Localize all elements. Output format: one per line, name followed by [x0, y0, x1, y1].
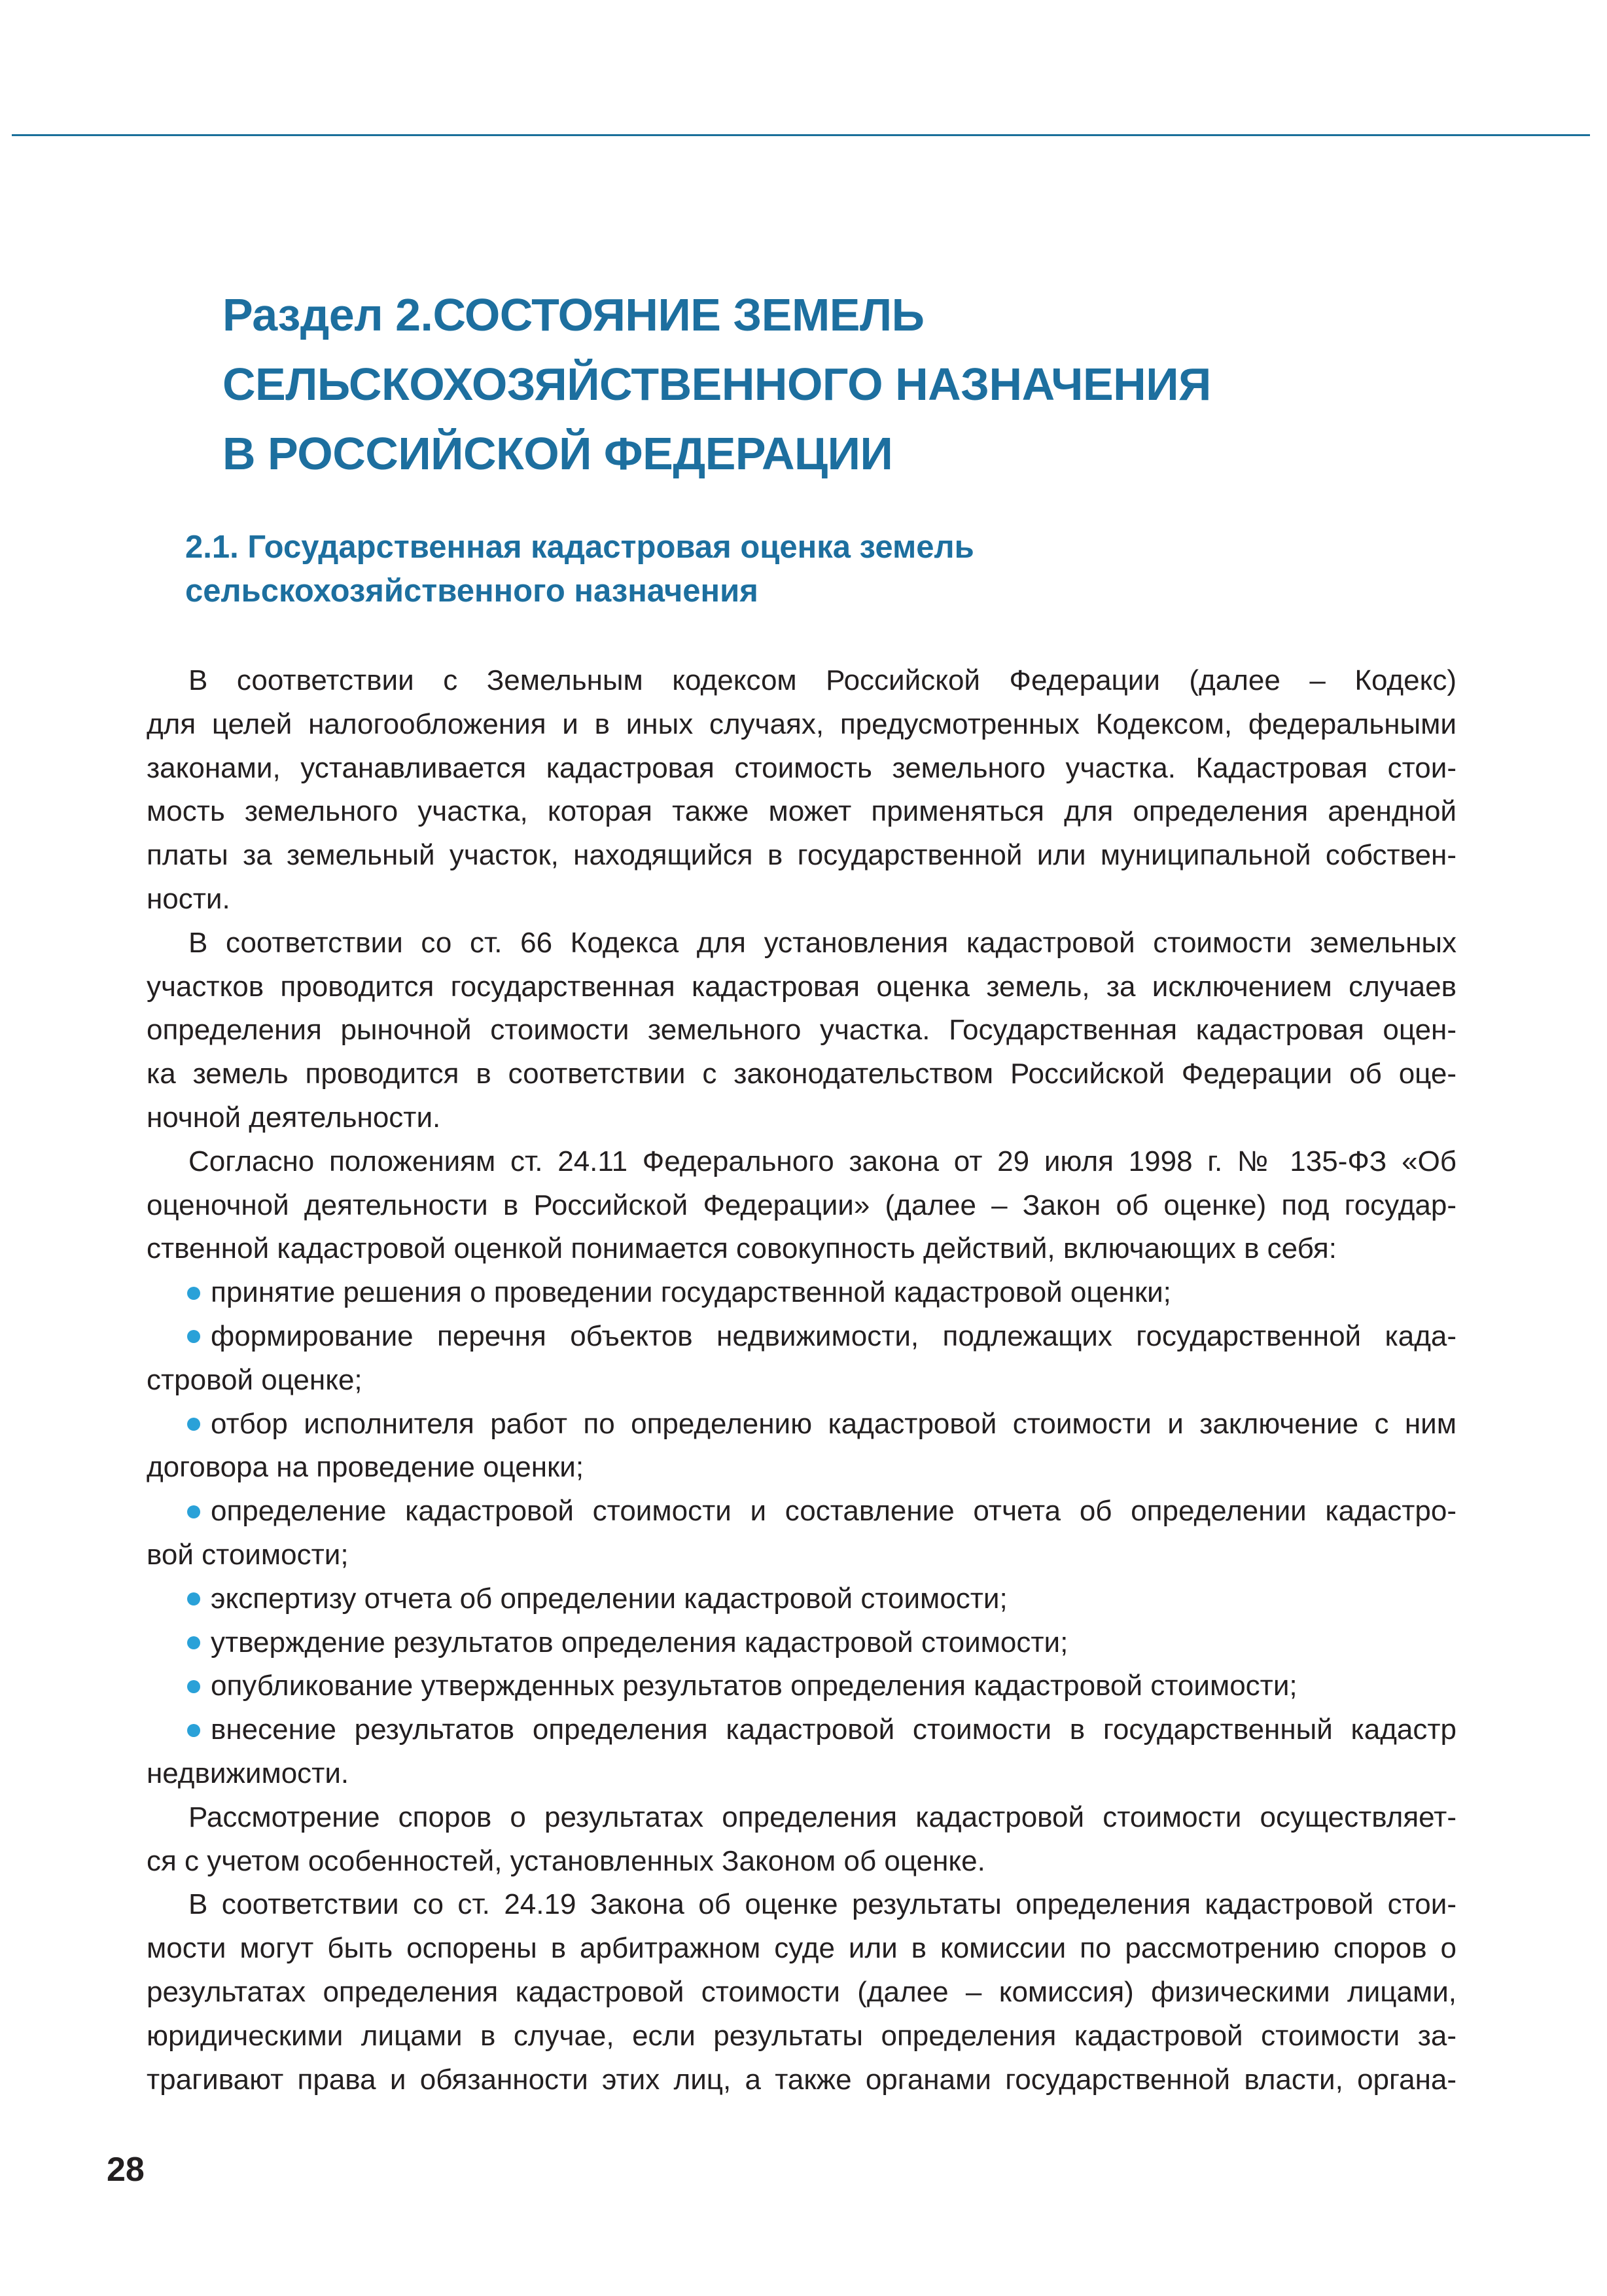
list-item [147, 1403, 1457, 1490]
paragraph [147, 922, 1457, 1140]
list-item-text: формирование перечня объектов недвижимости, подлежащих государственной када- [211, 1319, 1457, 1352]
list-item-text: утверждение результатов определения кадастровой стоимости; [211, 1626, 1068, 1659]
text-line: мость земельного участка, которая также может применяться для определения арендной [147, 795, 1457, 828]
text-line: платы за земельный участок, находящийся в государственной или муниципальной собствен- [147, 839, 1457, 872]
subsection-title-line: сельскохозяйственного назначения [185, 573, 758, 609]
list-item-text: внесение результатов определения кадастровой стоимости в государственный кадастр [211, 1713, 1457, 1746]
text-line: участков проводится государственная кадастровая оценка земель, за исключением случаев [147, 970, 1457, 1003]
list-item [147, 1621, 1457, 1665]
text-line: Рассмотрение споров о результатах определения кадастровой стоимости осуществляет- [188, 1801, 1457, 1833]
page-number: 28 [107, 2151, 145, 2189]
bullet-dot-icon [187, 1636, 200, 1649]
list-item-text: стровой оценке; [147, 1363, 362, 1396]
bullet-list [147, 1271, 1457, 1796]
list-item [147, 1490, 1457, 1577]
list-item-text: опубликование утвержденных результатов определения кадастровой стоимости; [211, 1670, 1298, 1702]
bullet-dot-icon [187, 1330, 200, 1343]
list-item-text: договора на проведение оценки; [147, 1451, 584, 1484]
text-line: ности. [147, 882, 230, 915]
list-item [147, 1708, 1457, 1796]
section-title-line: В РОССИЙСКОЙ ФЕДЕРАЦИИ [222, 428, 893, 479]
text-line: Согласно положениям ст. 24.11 Федерального закона от 29 июля 1998 г. № 135-ФЗ «Об [188, 1145, 1457, 1177]
list-item [147, 1577, 1457, 1621]
text-line: ночной деятельности. [147, 1101, 441, 1134]
list-item-text: принятие решения о проведении государственной кадастровой оценки; [211, 1276, 1171, 1309]
text-line: В соответствии с Земельным кодексом Российской Федерации (далее – Кодекс) [188, 664, 1457, 696]
bullet-dot-icon [187, 1724, 200, 1737]
text-line: определения рыночной стоимости земельного участка. Государственная кадастровая оцен- [147, 1014, 1457, 1047]
bullet-dot-icon [187, 1680, 200, 1693]
text-line: трагивают права и обязанности этих лиц, а также органами государственной власти, органа- [147, 2063, 1457, 2096]
paragraph [147, 1796, 1457, 1884]
subsection-title [185, 526, 1428, 613]
paragraph [147, 1140, 1457, 1271]
text-line: В соответствии со ст. 66 Кодекса для установления кадастровой стоимости земельных [188, 926, 1457, 959]
list-item-text: определение кадастровой стоимости и составление отчета об определении кадастро- [211, 1495, 1457, 1528]
text-line: ся с учетом особенностей, установленных Законом об оценке. [147, 1844, 985, 1877]
list-item-text: недвижимости. [147, 1757, 349, 1789]
text-line: юридическими лицами в случае, если результаты определения кадастровой стоимости за- [147, 2019, 1457, 2052]
text-line: для целей налогообложения и в иных случаях, предусмотренных Кодексом, федеральными [147, 708, 1457, 740]
section-title [222, 280, 1466, 488]
text-line: ственной кадастровой оценкой понимается совокупность действий, включающих в себя: [147, 1232, 1337, 1265]
text-line: В соответствии со ст. 24.19 Закона об оценке результаты определения кадастровой стои- [188, 1888, 1457, 1921]
text-line: результатах определения кадастровой стоимости (далее – комиссия) физическими лицами, [147, 1975, 1457, 2008]
text-line: оценочной деятельности в Российской Федерации» (далее – Закон об оценке) под государ- [147, 1189, 1457, 1221]
list-item [147, 1664, 1457, 1708]
list-item-text: вой стоимости; [147, 1538, 349, 1571]
bullet-dot-icon [187, 1287, 200, 1300]
paragraph [147, 659, 1457, 922]
bullet-dot-icon [187, 1505, 200, 1518]
list-item-text: отбор исполнителя работ по определению кадастровой стоимости и заключение с ним [211, 1407, 1457, 1440]
paragraph [147, 1883, 1457, 2102]
section-title-line: СЕЛЬСКОХОЗЯЙСТВЕННОГО НАЗНАЧЕНИЯ [222, 359, 1211, 410]
subsection-title-line: 2.1. Государственная кадастровая оценка земель [185, 529, 974, 565]
list-item-text: экспертизу отчета об определении кадастровой стоимости; [211, 1582, 1008, 1615]
text-line: мости могут быть оспорены в арбитражном суде или в комиссии по рассмотрению споров о [147, 1932, 1457, 1965]
bullet-dot-icon [187, 1592, 200, 1605]
bullet-dot-icon [187, 1418, 200, 1431]
list-item [147, 1271, 1457, 1315]
body-text [147, 659, 1457, 2102]
text-line: ка земель проводится в соответствии с законодательством Российской Федерации об оце- [147, 1058, 1457, 1090]
text-line: законами, устанавливается кадастровая стоимость земельного участка. Кадастровая стои- [147, 751, 1457, 784]
section-title-line: Раздел 2.СОСТОЯНИЕ ЗЕМЕЛЬ [222, 289, 925, 340]
header-rule [12, 134, 1590, 136]
list-item [147, 1315, 1457, 1403]
